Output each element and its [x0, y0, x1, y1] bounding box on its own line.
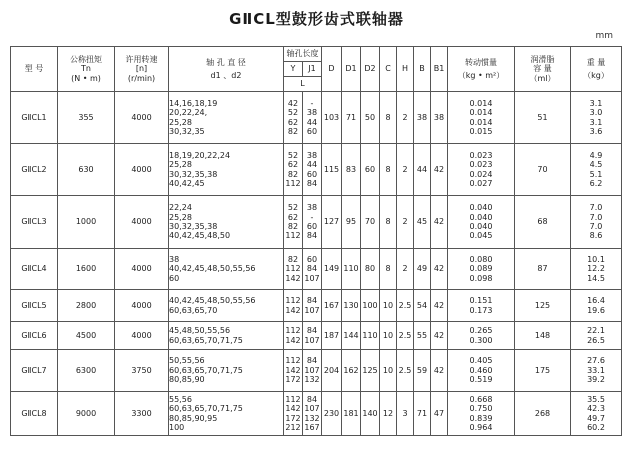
cell-d1: 83 — [342, 144, 361, 196]
cell-line: 30,32,35 — [169, 126, 205, 136]
header-B1: B1 — [431, 47, 448, 92]
cell-line: 212 — [285, 422, 301, 432]
cell-j1 — [303, 144, 322, 196]
header-inertia: 转动惯量 （kg • m²） — [448, 47, 515, 92]
cell-line: 84 — [306, 296, 318, 306]
cell-line: 0.027 — [469, 178, 493, 188]
cell-line: 40,42,45,48,50 — [169, 231, 231, 241]
cell-line: 6.2 — [589, 178, 603, 188]
cell-weight — [571, 350, 622, 392]
cell-line: 0.024 — [469, 169, 493, 179]
cell-j1 — [303, 249, 322, 290]
cell-line: 82 — [287, 222, 299, 231]
cell-line: 107 — [304, 404, 320, 414]
cell-torque: 9000 — [58, 392, 115, 436]
cell-line: 0.964 — [469, 422, 493, 432]
cell-h: 2.5 — [397, 322, 414, 350]
cell-weight — [571, 392, 622, 436]
cell-line: 132 — [304, 413, 320, 423]
cell-line: 142 — [285, 305, 301, 315]
cell-line: 60,63,65,70,71,75 — [169, 335, 243, 345]
cell-d: 103 — [322, 92, 342, 144]
cell-d1: 95 — [342, 196, 361, 249]
cell-line: 112 — [285, 394, 301, 404]
cell-grease: 268 — [515, 392, 571, 436]
cell-line: 167 — [304, 422, 320, 432]
cell-inertia — [448, 392, 515, 436]
cell-line: 62 — [287, 117, 299, 127]
cell-line: 60.2 — [587, 422, 605, 432]
cell-line: 25,28 — [169, 160, 192, 170]
cell-line: 84 — [306, 178, 318, 188]
cell-line: 38 — [306, 150, 318, 160]
cell-b: 54 — [414, 290, 431, 322]
header-bore: 轴 孔 直 径 d1 、d2 — [169, 47, 284, 92]
cell-h: 2 — [397, 92, 414, 144]
cell-d2: 140 — [361, 392, 380, 436]
cell-line: 0.098 — [469, 273, 493, 283]
cell-grease: 51 — [515, 92, 571, 144]
cell-d2: 50 — [361, 92, 380, 144]
cell-inertia — [448, 196, 515, 249]
cell-speed: 4000 — [115, 144, 169, 196]
cell-model: GⅡCL1 — [11, 92, 58, 144]
cell-bores — [169, 249, 284, 290]
cell-speed: 4000 — [115, 92, 169, 144]
cell-line: 5.1 — [589, 169, 603, 179]
cell-b: 55 — [414, 322, 431, 350]
cell-model: GⅡCL3 — [11, 196, 58, 249]
header-D: D — [322, 47, 342, 92]
cell-line: 0.014 — [469, 117, 493, 127]
cell-b: 59 — [414, 350, 431, 392]
cell-line: 60 — [306, 126, 318, 136]
cell-model: GⅡCL6 — [11, 322, 58, 350]
cell-line: 107 — [304, 305, 320, 315]
cell-inertia — [448, 290, 515, 322]
cell-line: 84 — [306, 394, 318, 404]
cell-line: 52 — [287, 203, 299, 213]
cell-line: 82 — [287, 254, 299, 264]
cell-b: 49 — [414, 249, 431, 290]
cell-line: 172 — [285, 375, 301, 385]
cell-weight — [571, 92, 622, 144]
cell-line: 60,63,65,70,71,75 — [169, 365, 243, 375]
cell-line: 0.015 — [469, 126, 493, 136]
cell-bores — [169, 290, 284, 322]
cell-line: 82 — [287, 126, 299, 136]
cell-d1: 162 — [342, 350, 361, 392]
cell-b1: 47 — [431, 392, 448, 436]
cell-line: 27.6 — [587, 356, 605, 366]
cell-line: 0.519 — [469, 375, 493, 385]
cell-d2: 70 — [361, 196, 380, 249]
cell-line: 142 — [285, 335, 301, 345]
cell-d: 149 — [322, 249, 342, 290]
table-body — [11, 92, 622, 436]
cell-inertia — [448, 92, 515, 144]
cell-c: 10 — [380, 322, 397, 350]
cell-line: 30,32,35,38 — [169, 222, 218, 231]
cell-torque: 355 — [58, 92, 115, 144]
cell-line: 0.750 — [469, 404, 493, 414]
cell-line: 0.300 — [469, 335, 493, 345]
cell-line: 0.668 — [469, 394, 493, 404]
cell-line: 0.405 — [469, 356, 493, 366]
cell-bores — [169, 92, 284, 144]
cell-line: 0.040 — [469, 212, 493, 222]
cell-line: 26.5 — [587, 335, 605, 345]
cell-line: 84 — [306, 231, 318, 241]
cell-line: 0.080 — [469, 254, 493, 264]
cell-y — [284, 290, 303, 322]
unit-label: mm — [595, 31, 613, 41]
cell-b1: 38 — [431, 92, 448, 144]
cell-y — [284, 392, 303, 436]
cell-line: - — [310, 212, 314, 222]
cell-line: 62 — [287, 160, 299, 170]
cell-model: GⅡCL7 — [11, 350, 58, 392]
cell-b1: 42 — [431, 249, 448, 290]
cell-y — [284, 322, 303, 350]
cell-line: 80,85,90 — [169, 375, 205, 385]
header-H: H — [397, 47, 414, 92]
cell-d1: 110 — [342, 249, 361, 290]
cell-line: 132 — [304, 375, 320, 385]
cell-inertia — [448, 144, 515, 196]
cell-line: 0.460 — [469, 365, 493, 375]
cell-model: GⅡCL4 — [11, 249, 58, 290]
cell-line: 52 — [287, 150, 299, 160]
header-speed: 许用转速 [n] (r/min) — [115, 47, 169, 92]
cell-h: 2 — [397, 196, 414, 249]
cell-line: 3.0 — [589, 108, 603, 118]
table-row — [11, 290, 622, 322]
document-title: GⅡCL型鼓形齿式联轴器 — [229, 10, 404, 28]
cell-line: 112 — [285, 326, 301, 336]
cell-h: 2.5 — [397, 350, 414, 392]
spec-table — [10, 46, 622, 436]
cell-line: 172 — [285, 413, 301, 423]
cell-line: 10.1 — [587, 254, 605, 264]
cell-weight — [571, 322, 622, 350]
cell-line: 60,63,65,70,71,75 — [169, 404, 243, 414]
header-model: 型 号 — [11, 47, 58, 92]
cell-j1 — [303, 196, 322, 249]
cell-d2: 100 — [361, 290, 380, 322]
cell-line: 100 — [169, 422, 185, 432]
table-row — [11, 144, 622, 196]
cell-line: 44 — [306, 117, 318, 127]
cell-h: 2 — [397, 249, 414, 290]
cell-d: 187 — [322, 322, 342, 350]
cell-line: 0.173 — [469, 305, 493, 315]
cell-weight — [571, 290, 622, 322]
cell-model: GⅡCL5 — [11, 290, 58, 322]
cell-y — [284, 249, 303, 290]
cell-y — [284, 196, 303, 249]
header-D2: D2 — [361, 47, 380, 92]
cell-d1: 181 — [342, 392, 361, 436]
table-row — [11, 322, 622, 350]
cell-line: 19.6 — [587, 305, 605, 315]
cell-c: 10 — [380, 290, 397, 322]
cell-c: 8 — [380, 92, 397, 144]
cell-d2: 125 — [361, 350, 380, 392]
cell-j1 — [303, 392, 322, 436]
cell-line: 38 — [306, 108, 318, 118]
cell-h: 3 — [397, 392, 414, 436]
cell-line: 112 — [285, 178, 301, 188]
cell-b1: 42 — [431, 322, 448, 350]
cell-line: 84 — [306, 326, 318, 336]
cell-speed: 4000 — [115, 290, 169, 322]
cell-line: 12.2 — [587, 264, 605, 274]
cell-line: 8.6 — [589, 231, 603, 241]
cell-line: 44 — [306, 160, 318, 170]
cell-line: 62 — [287, 212, 299, 222]
cell-d2: 60 — [361, 144, 380, 196]
cell-line: 4.5 — [589, 160, 603, 170]
cell-line: 30,32,35,38 — [169, 169, 218, 179]
cell-weight — [571, 196, 622, 249]
cell-b: 45 — [414, 196, 431, 249]
cell-line: 20,22,24, — [169, 108, 208, 118]
cell-y — [284, 350, 303, 392]
table-row — [11, 392, 622, 436]
table-row — [11, 196, 622, 249]
cell-line: - — [310, 98, 314, 108]
cell-line: 60 — [306, 222, 318, 231]
cell-line: 14.5 — [587, 273, 605, 283]
cell-bores — [169, 350, 284, 392]
cell-line: 14,16,18,19 — [169, 98, 218, 108]
cell-y — [284, 144, 303, 196]
cell-torque: 1600 — [58, 249, 115, 290]
cell-speed: 3300 — [115, 392, 169, 436]
cell-grease: 148 — [515, 322, 571, 350]
cell-line: 84 — [306, 356, 318, 366]
cell-d: 230 — [322, 392, 342, 436]
cell-torque: 6300 — [58, 350, 115, 392]
cell-b1: 42 — [431, 144, 448, 196]
cell-line: 0.014 — [469, 98, 493, 108]
cell-c: 12 — [380, 392, 397, 436]
cell-d: 127 — [322, 196, 342, 249]
cell-line: 42.3 — [587, 404, 605, 414]
cell-d: 115 — [322, 144, 342, 196]
cell-model: GⅡCL8 — [11, 392, 58, 436]
cell-line: 142 — [285, 273, 301, 283]
cell-line: 39.2 — [587, 375, 605, 385]
cell-model: GⅡCL2 — [11, 144, 58, 196]
cell-b1: 42 — [431, 350, 448, 392]
cell-speed: 4000 — [115, 196, 169, 249]
cell-grease: 70 — [515, 144, 571, 196]
cell-line: 40,42,45,48,50,55,56 — [169, 296, 256, 306]
cell-line: 80,85,90,95 — [169, 413, 218, 423]
cell-line: 82 — [287, 169, 299, 179]
cell-speed: 4000 — [115, 249, 169, 290]
cell-line: 35.5 — [587, 394, 605, 404]
cell-line: 7.0 — [589, 222, 603, 231]
cell-line: 0.151 — [469, 296, 493, 306]
cell-j1 — [303, 92, 322, 144]
cell-line: 112 — [285, 296, 301, 306]
cell-weight — [571, 144, 622, 196]
cell-d: 167 — [322, 290, 342, 322]
cell-line: 142 — [285, 404, 301, 414]
cell-torque: 1000 — [58, 196, 115, 249]
cell-line: 107 — [304, 273, 320, 283]
cell-torque: 4500 — [58, 322, 115, 350]
cell-b1: 42 — [431, 196, 448, 249]
cell-line: 22,24 — [169, 203, 192, 213]
cell-line: 3.1 — [589, 98, 603, 108]
cell-line: 0.839 — [469, 413, 493, 423]
cell-line: 55,56 — [169, 394, 192, 404]
cell-inertia — [448, 249, 515, 290]
cell-line: 16.4 — [587, 296, 605, 306]
cell-d1: 130 — [342, 290, 361, 322]
cell-line: 112 — [285, 231, 301, 241]
header-shaft-length: 轴孔长度 — [284, 47, 322, 62]
cell-bores — [169, 322, 284, 350]
header-weight: 重 量 （kg） — [571, 47, 622, 92]
cell-line: 0.014 — [469, 108, 493, 118]
cell-c: 8 — [380, 196, 397, 249]
cell-torque: 630 — [58, 144, 115, 196]
header-J1: J1 — [303, 62, 322, 77]
header-Y: Y — [284, 62, 303, 77]
cell-c: 8 — [380, 144, 397, 196]
cell-line: 60 — [169, 273, 180, 283]
cell-b: 38 — [414, 92, 431, 144]
cell-line: 7.0 — [589, 203, 603, 213]
cell-line: 0.023 — [469, 160, 493, 170]
cell-line: 40,42,45,48,50,55,56 — [169, 264, 256, 274]
cell-line: 84 — [306, 264, 318, 274]
cell-j1 — [303, 350, 322, 392]
cell-line: 0.089 — [469, 264, 493, 274]
cell-grease: 68 — [515, 196, 571, 249]
cell-line: 3.6 — [589, 126, 603, 136]
cell-line: 0.040 — [469, 203, 493, 213]
cell-grease: 175 — [515, 350, 571, 392]
cell-line: 4.9 — [589, 150, 603, 160]
cell-d1: 144 — [342, 322, 361, 350]
table-row — [11, 92, 622, 144]
cell-weight — [571, 249, 622, 290]
cell-d2: 110 — [361, 322, 380, 350]
cell-line: 40,42,45 — [169, 178, 205, 188]
cell-speed: 3750 — [115, 350, 169, 392]
cell-bores — [169, 144, 284, 196]
cell-line: 142 — [285, 365, 301, 375]
header-B: B — [414, 47, 431, 92]
cell-line: 60,63,65,70 — [169, 305, 218, 315]
cell-line: 3.1 — [589, 117, 603, 127]
header-torque: 公称扭矩 Tn (N • m) — [58, 47, 115, 92]
cell-j1 — [303, 290, 322, 322]
cell-line: 22.1 — [587, 326, 605, 336]
cell-torque: 2800 — [58, 290, 115, 322]
cell-line: 38 — [169, 254, 180, 264]
cell-c: 10 — [380, 350, 397, 392]
cell-line: 0.045 — [469, 231, 493, 241]
cell-speed: 4000 — [115, 322, 169, 350]
cell-line: 38 — [306, 203, 318, 213]
cell-bores — [169, 196, 284, 249]
cell-line: 60 — [306, 254, 318, 264]
cell-line: 7.0 — [589, 212, 603, 222]
cell-h: 2.5 — [397, 290, 414, 322]
cell-b1: 42 — [431, 290, 448, 322]
cell-line: 107 — [304, 365, 320, 375]
table-row — [11, 249, 622, 290]
header-L: L — [284, 77, 322, 92]
cell-line: 42 — [287, 98, 299, 108]
table-row — [11, 350, 622, 392]
cell-grease: 125 — [515, 290, 571, 322]
cell-inertia — [448, 350, 515, 392]
cell-line: 60 — [306, 169, 318, 179]
cell-grease: 87 — [515, 249, 571, 290]
cell-d: 204 — [322, 350, 342, 392]
cell-line: 112 — [285, 264, 301, 274]
cell-d1: 71 — [342, 92, 361, 144]
header-grease: 润滑脂 容 量 （ml） — [515, 47, 571, 92]
cell-line: 52 — [287, 108, 299, 118]
header-C: C — [380, 47, 397, 92]
cell-line: 45,48,50,55,56 — [169, 326, 231, 336]
cell-b: 44 — [414, 144, 431, 196]
cell-inertia — [448, 322, 515, 350]
cell-line: 0.023 — [469, 150, 493, 160]
cell-j1 — [303, 322, 322, 350]
cell-line: 0.265 — [469, 326, 493, 336]
cell-line: 49.7 — [587, 413, 605, 423]
cell-line: 112 — [285, 356, 301, 366]
cell-h: 2 — [397, 144, 414, 196]
cell-line: 50,55,56 — [169, 356, 205, 366]
cell-d2: 80 — [361, 249, 380, 290]
cell-line: 18,19,20,22,24 — [169, 150, 231, 160]
cell-line: 107 — [304, 335, 320, 345]
cell-line: 33.1 — [587, 365, 605, 375]
cell-y — [284, 92, 303, 144]
cell-bores — [169, 392, 284, 436]
cell-b: 71 — [414, 392, 431, 436]
cell-line: 25,28 — [169, 117, 192, 127]
cell-c: 8 — [380, 249, 397, 290]
table-header — [11, 47, 622, 92]
cell-line: 0.040 — [469, 222, 493, 231]
cell-line: 25,28 — [169, 212, 192, 222]
header-D1: D1 — [342, 47, 361, 92]
